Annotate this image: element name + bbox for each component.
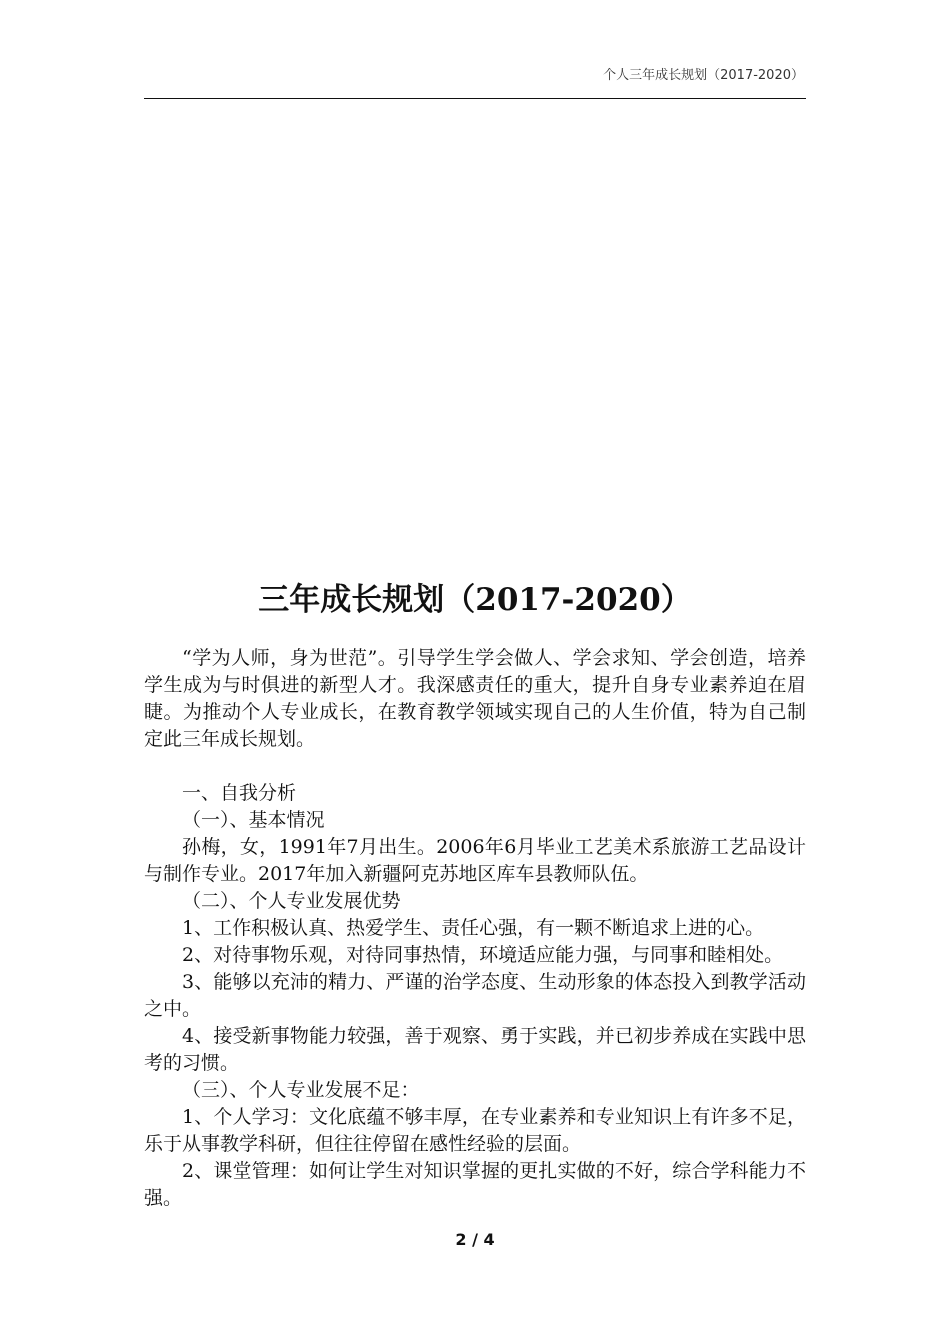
document-title: 三年成长规划（2017-2020） [258,582,692,618]
header-divider [144,98,806,99]
running-header: 个人三年成长规划（2017-2020） [603,68,804,83]
document-body [144,645,806,1212]
advantage-item: 4、接受新事物能力较强，善于观察、勇于实践，并已初步养成在实践中思考的习惯。 [144,1025,806,1074]
advantage-item: 1、工作积极认真、热爱学生、责任心强，有一颗不断追求上进的心。 [182,917,765,939]
shortcoming-item: 1、个人学习：文化底蕴不够丰厚，在专业素养和专业知识上有许多不足，乐于从事教学科研，但往往停留在感性经验的层面。 [144,1106,806,1155]
shortcoming-item: 2、课堂管理：如何让学生对知识掌握的更扎实做的不好，综合学科能力不强。 [144,1160,806,1209]
paragraph-gap [144,753,806,780]
section-heading: 一、自我分析 [182,782,297,804]
subsection-heading: （一）、基本情况 [182,809,325,831]
intro-paragraph: “学为人师，身为世范”。引导学生学会做人、学会求知、学会创造，培养学生成为与时俱进的新型人才。我深感责任的重大，提升自身专业素养迫在眉睫。为推动个人专业成长，在教育教学领域实现自己的人生价值，特为自己制定此三年成长规划。 [144,647,806,750]
subsection-heading: （三）、个人专业发展不足： [182,1079,420,1101]
advantage-item: 2、对待事物乐观，对待同事热情，环境适应能力强，与同事和睦相处。 [182,944,784,966]
advantage-item: 3、能够以充沛的精力、严谨的治学态度、生动形象的体态投入到教学活动之中。 [144,971,806,1020]
page-number: 2 / 4 [455,1230,495,1249]
subsection-heading: （二）、个人专业发展优势 [182,890,401,912]
basic-info-paragraph: 孙梅，女，1991年7月出生。2006年6月毕业工艺美术系旅游工艺品设计与制作专业。2017年加入新疆阿克苏地区库车县教师队伍。 [144,836,806,885]
